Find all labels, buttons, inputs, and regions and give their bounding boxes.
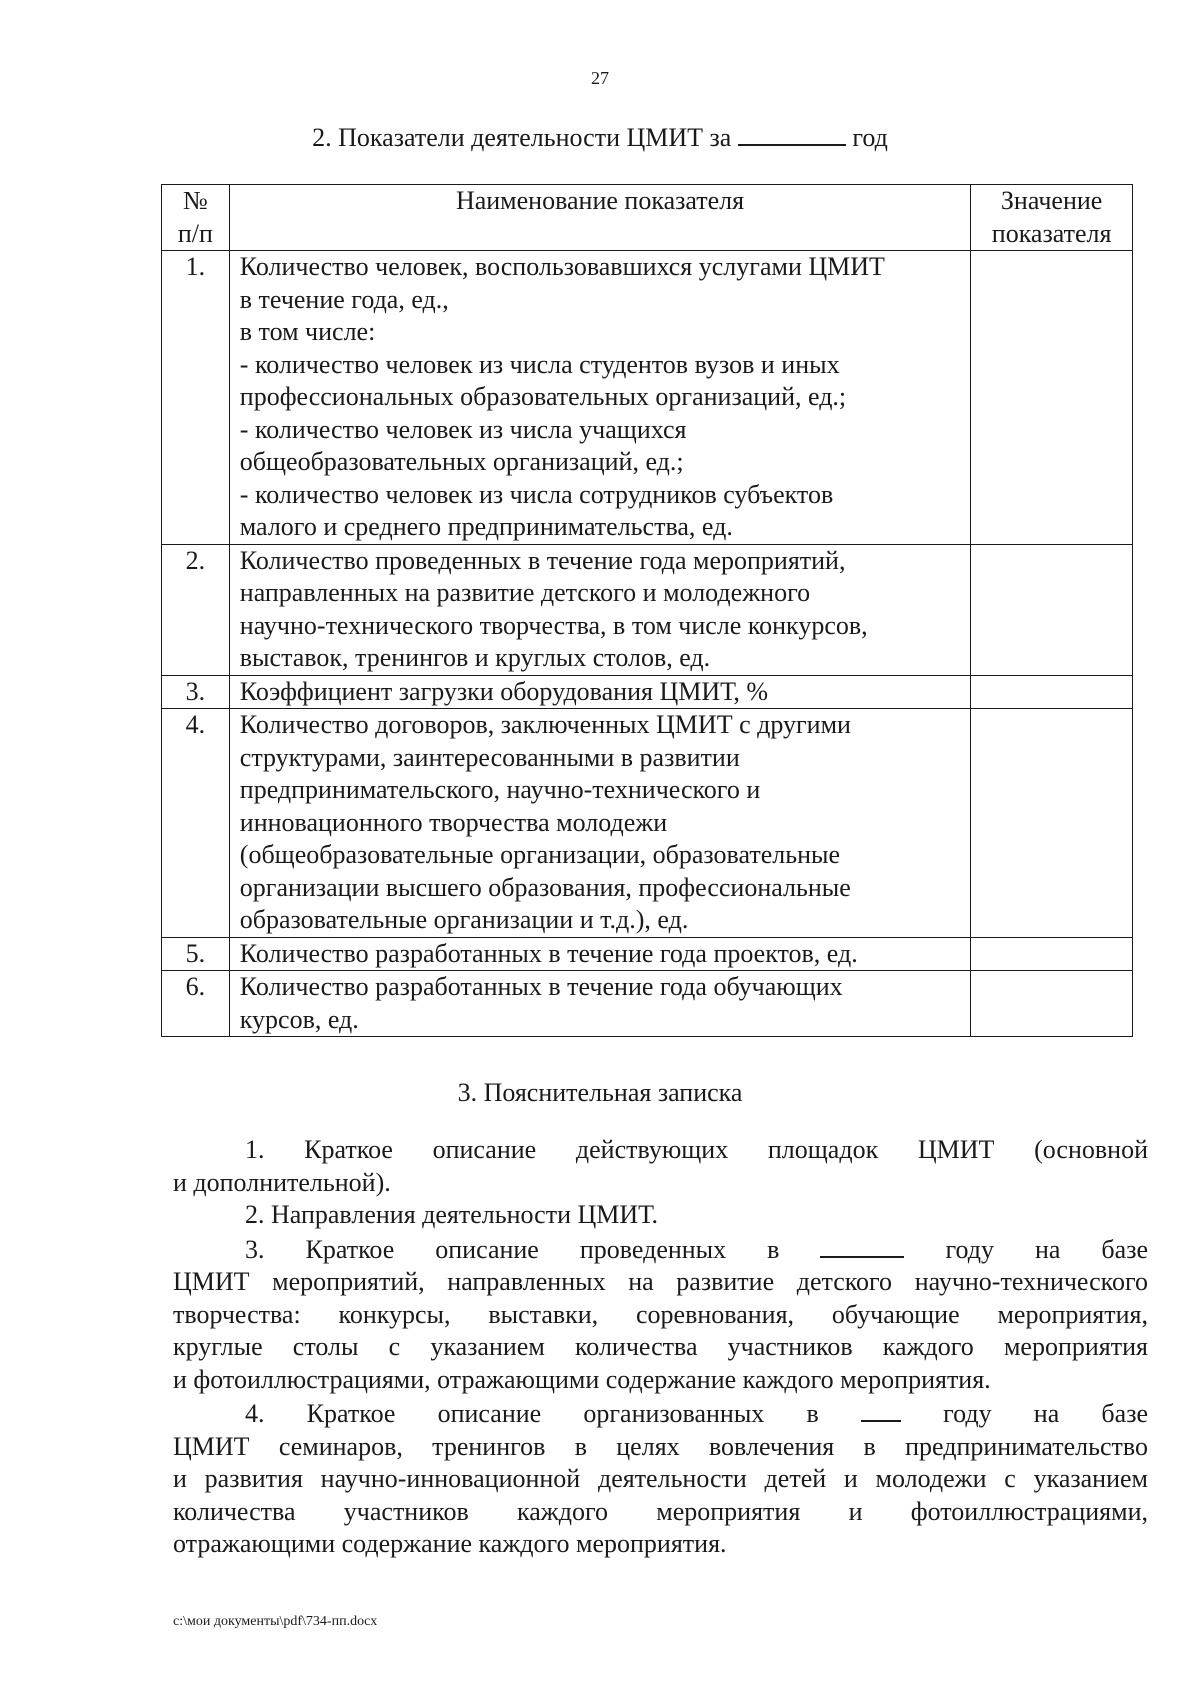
indicator-value-cell [971, 709, 1133, 938]
indicator-line: Количество договоров, заключенных ЦМИТ с другими [239, 710, 851, 739]
row-number: 5. [162, 937, 230, 971]
explanatory-note [173, 1134, 1148, 1561]
indicator-line: общеобразовательных организаций, ед.; [239, 447, 684, 476]
note-line: количества участников каждого мероприятия и фотоиллюстрациями, [173, 1496, 1148, 1526]
indicator-line: - количество человек из числа сотрудников субъектов [239, 479, 834, 509]
note-line: творчества: конкурсы, выставки, соревнования, обучающие мероприятия, [173, 1299, 1148, 1329]
note-line: ЦМИТ семинаров, тренингов в целях вовлечения в предпринимательство [173, 1431, 1148, 1461]
indicator-line: направленных на развитие детского и молодежного [239, 578, 811, 607]
note-line: и фотоиллюстрациями, отражающими содержание каждого мероприятия. [173, 1364, 991, 1394]
note-line: 1. Краткое описание действующих площадок ЦМИТ (основной [245, 1135, 1148, 1164]
note-line: круглые столы с указанием количества участников каждого мероприятия [173, 1332, 1148, 1361]
indicator-line: образовательные организации и т.д.), ед. [239, 905, 689, 934]
note-line: 2. Направления деятельности ЦМИТ. [245, 1200, 658, 1229]
header-name: Наименование показателя [229, 185, 970, 251]
section-3-title: 3. Пояснительная записка [457, 1078, 743, 1107]
table-row [162, 544, 1133, 675]
indicator-line: курсов, ед. [239, 1004, 359, 1034]
row-number: 4. [162, 709, 230, 938]
indicator-line: Количество разработанных в течение года проектов, ед. [239, 938, 858, 968]
table-row [162, 251, 1133, 545]
note-text: году на базе [945, 1234, 1149, 1264]
indicator-value-cell [971, 675, 1133, 709]
table-row [162, 937, 1133, 971]
indicator-value-cell [971, 971, 1133, 1037]
header-value-line: Значение [1000, 186, 1103, 215]
indicator-line: в том числе: [239, 317, 376, 346]
table-header-row [162, 185, 1133, 251]
indicator-name [229, 675, 970, 709]
header-value-line: показателя [991, 218, 1112, 248]
indicator-line: в течение года, ед., [239, 284, 449, 314]
indicator-line: - количество человек из числа учащихся [239, 414, 687, 444]
header-num [162, 185, 230, 251]
table-row [162, 709, 1133, 938]
indicator-value-cell [971, 251, 1133, 545]
indicators-table [161, 184, 1133, 1037]
table-row [162, 675, 1133, 709]
note-item-3 [173, 1232, 1148, 1397]
year-blank [861, 1396, 901, 1422]
note-item-1 [173, 1134, 1148, 1199]
indicator-line: малого и среднего предпринимательства, ед. [239, 512, 733, 541]
note-item-4 [173, 1396, 1148, 1561]
indicator-name [229, 937, 970, 971]
indicator-name [229, 251, 970, 545]
note-line: отражающими содержание каждого мероприятия. [173, 1529, 727, 1558]
indicator-line: организации высшего образования, профессиональные [239, 872, 851, 902]
header-num-line: № [182, 186, 208, 215]
note-line: ЦМИТ мероприятий, направленных на развитие детского научно-технического [173, 1267, 1148, 1296]
file-path-footer: c:\мои документы\pdf\734-пп.docx [173, 1614, 378, 1629]
indicator-value-cell [971, 544, 1133, 675]
row-number: 2. [162, 544, 230, 675]
indicator-line: (общеобразовательные организации, образовательные [239, 840, 841, 869]
year-blank [820, 1232, 904, 1258]
note-line: и развития научно-инновационной деятельности детей и молодежи с указанием [173, 1464, 1148, 1493]
indicator-line: Количество проведенных в течение года мероприятий, [239, 545, 846, 575]
indicator-name [229, 544, 970, 675]
row-number: 6. [162, 971, 230, 1037]
indicator-line: Коэффициент загрузки оборудования ЦМИТ, % [239, 676, 769, 706]
page-number: 27 [591, 68, 609, 88]
table-row [162, 971, 1133, 1037]
header-value [971, 185, 1133, 251]
note-line [173, 1396, 1148, 1431]
indicator-line: - количество человек из числа студентов вузов и иных [239, 349, 840, 379]
indicator-line: структурами, заинтересованными в развитии [239, 742, 740, 772]
indicator-value-cell [971, 937, 1133, 971]
section-2-title-suffix: год [852, 123, 888, 152]
indicator-line: Количество человек, воспользовавшихся услугами ЦМИТ [239, 252, 885, 281]
indicator-line: инновационного творчества молодежи [239, 807, 668, 837]
note-line [173, 1232, 1148, 1267]
header-num-line: п/п [177, 218, 213, 248]
section-2-title [0, 120, 1200, 153]
row-number: 1. [162, 251, 230, 545]
note-text: 4. Краткое описание организованных в [245, 1399, 819, 1428]
year-blank [738, 120, 846, 146]
row-number: 3. [162, 675, 230, 709]
indicator-line: предпринимательского, научно-технического и [239, 775, 761, 804]
indicator-line: научно-технического творчества, в том числе конкурсов, [239, 610, 868, 640]
indicator-line: профессиональных образовательных организаций, ед.; [239, 382, 847, 411]
indicator-line: Количество разработанных в течение года обучающих [239, 972, 843, 1001]
indicator-name [229, 709, 970, 938]
note-line: и дополнительной). [173, 1167, 391, 1197]
note-text: 3. Краткое описание проведенных в [245, 1234, 780, 1264]
note-item-2 [173, 1199, 1148, 1232]
note-text: году на базе [943, 1399, 1149, 1428]
indicator-name [229, 971, 970, 1037]
section-2-title-text: 2. Показатели деятельности ЦМИТ за [312, 123, 732, 152]
indicator-line: выставок, тренингов и круглых столов, ед. [239, 643, 711, 672]
